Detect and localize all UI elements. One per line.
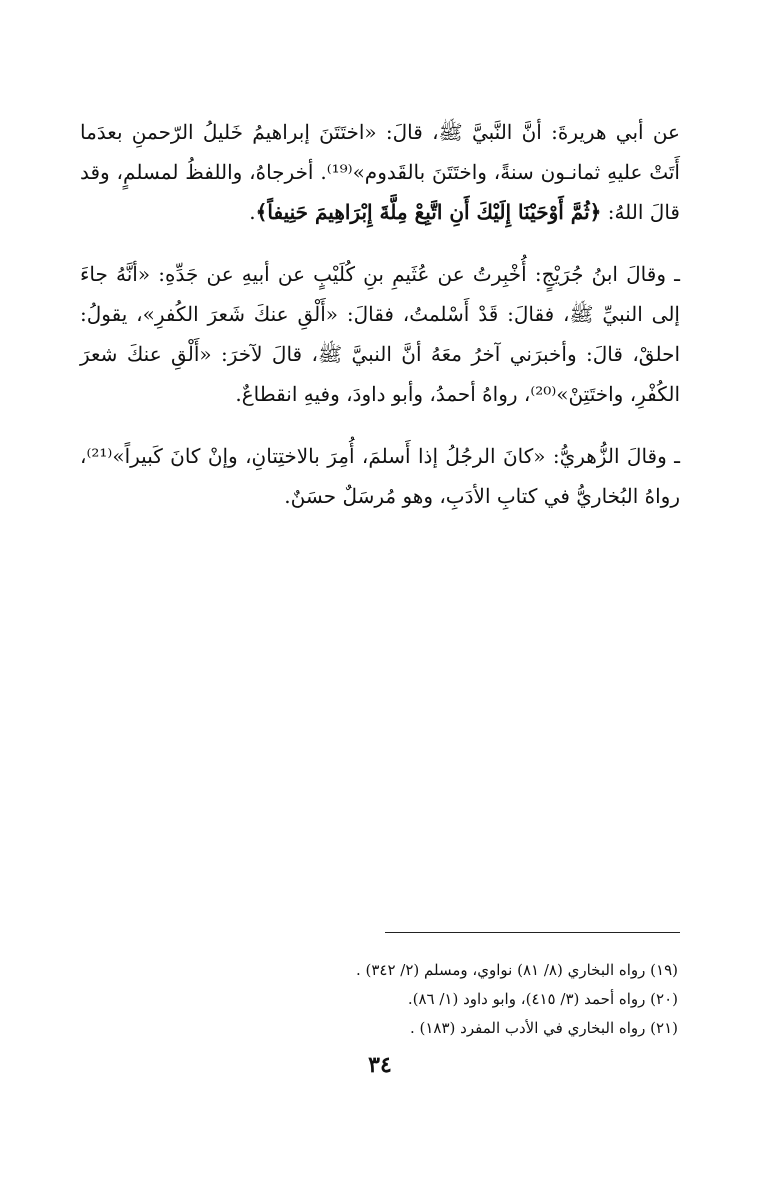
footnote-20: (٢٠) رواه أحمد (٣/ ٤١٥)، وابو داود (١/ ٨٦).	[407, 990, 678, 1008]
paragraph-2-text: ـ وقالَ ابنُ جُرَيْجٍ: أُخْبِرتُ عن عُثَيمِ بنِ كُلَيْبٍ عن أبيهِ عن جَدِّهِ: «أنَّهُ جاءَ إلى النبيِّ ﷺ، فقالَ: قَدْ أَسْلمتُ، فقالَ: «أَلْقِ عنكَ شَعرَ الكُفرِ»، يقولُ: احلقْ، قالَ: وأخبرَني آخرُ معَهُ أنَّ النبيَّ ﷺ، قالَ لآخرَ: «أَلْقِ عنكَ شعرَ الكُفْرِ، واختَتِنْ»⁽²⁰⁾، رواهُ أحمدُ، وأبو داودَ، وفيهِ انقطاعٌ.	[80, 262, 680, 406]
footnote-21: (٢١) رواه البخاري في الأدب المفرد (١٨٣) .	[409, 1019, 678, 1037]
paragraph-1-text: عن أبي هريرةَ: أنَّ النَّبيَّ ﷺ، قالَ: «اختَتَنَ إبراهيمُ خَليلُ الرّحمنِ بعدَما أَتَتْ عليهِ ثمانـون سنةً، واختَتَنَ بالقَدوم»⁽¹⁹⁾. أخرجاهُ، واللفظُ لمسلمٍ، وقد قالَ اللهُ:	[80, 120, 680, 224]
main-text	[80, 112, 680, 538]
quran-verse: ﴿ثُمَّ أَوْحَيْنَا إِلَيْكَ أَنِ اتَّبِعْ مِلَّةَ إِبْرَاهِيمَ حَنِيفاً﴾	[255, 200, 602, 224]
paragraph-2	[80, 254, 680, 414]
paragraph-3-text: ـ وقالَ الزُّهريُّ: «كانَ الرجُلُ إذا أَسلمَ، أُمِرَ بالاختِتانِ، وإنْ كانَ كَبيراً»⁽²¹⁾، رواهُ البُخاريُّ في كتابِ الأدَبِ، وهو مُرسَلٌ حسَنٌ.	[80, 444, 680, 508]
paragraph-1-tail: .	[249, 200, 256, 224]
footnote-divider	[385, 932, 680, 933]
footnotes	[200, 956, 678, 1043]
footnote-19: (١٩) رواه البخاري (٨/ ٨١) نواوي، ومسلم (٢/ ٣٤٢) .	[355, 961, 678, 979]
page-number: ٣٤	[368, 1052, 392, 1078]
paragraph-3	[80, 436, 680, 516]
paragraph-1	[80, 112, 680, 232]
